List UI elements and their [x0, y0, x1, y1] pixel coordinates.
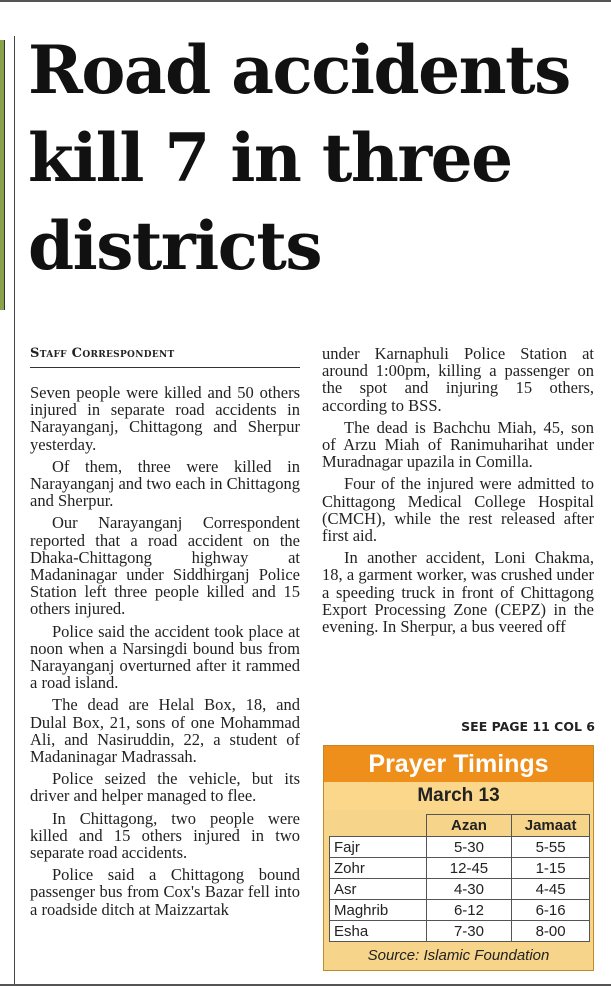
table-row — [330, 858, 590, 879]
table-row — [330, 900, 590, 921]
article-column-2 — [322, 345, 594, 640]
jamaat-time: 5-55 — [512, 837, 590, 858]
prayer-name: Zohr — [330, 858, 427, 879]
table-header-row — [330, 815, 590, 837]
jamaat-time: 1-15 — [512, 858, 590, 879]
prayer-timings-box — [323, 745, 594, 971]
azan-time: 5-30 — [426, 837, 512, 858]
paragraph: Police said the accident took place at noon when a Narsingdi bound bus from Narayanganj overturned after it rammed a road island. — [30, 621, 300, 693]
header-jamaat: Jamaat — [512, 815, 590, 837]
jamaat-time: 6-16 — [512, 900, 590, 921]
header-azan: Azan — [426, 815, 512, 837]
paragraph: The dead is Bachchu Miah, 45, son of Arzu Miah of Ranimuharihat under Muradnagar upazila in Comilla. — [322, 417, 594, 472]
table-row — [330, 921, 590, 942]
azan-time: 4-30 — [426, 879, 512, 900]
paragraph: Seven people were killed and 50 others injured in separate road accidents in Narayanganj, Chittagong and Sherpur yesterday. — [30, 383, 300, 454]
column-rule — [14, 36, 15, 984]
paragraph: Our Narayanganj Correspondent reported that a road accident on the Dhaka-Chittagong highway at Madaninagar under Siddhirganj Police Station left three people killed and 15 others injured. — [30, 513, 300, 619]
headline: Road accidents kill 7 in three districts — [28, 31, 570, 285]
paragraph: In Chittagong, two people were killed and 15 others injured in two separate road accidents. — [30, 808, 300, 863]
article-column-1 — [30, 384, 300, 923]
top-rule — [0, 0, 611, 2]
azan-time: 7-30 — [426, 921, 512, 942]
prayer-name: Maghrib — [330, 900, 427, 921]
prayer-name: Asr — [330, 879, 427, 900]
prayer-name: Fajr — [330, 837, 427, 858]
azan-time: 12-45 — [426, 858, 512, 879]
prayer-name: Esha — [330, 921, 427, 942]
paragraph: The dead are Helal Box, 18, and Dulal Box, 21, sons of one Mohammad Ali, and Nasiruddin, 22, a student of Madaninagar Madrassah. — [30, 695, 300, 767]
prayer-title: Prayer Timings — [324, 746, 593, 782]
paragraph: Four of the injured were admitted to Chittagong Medical College Hospital (CMCH), while the rest released after first aid. — [322, 474, 594, 546]
paragraph: In another accident, Loni Chakma, 18, a garment worker, was crushed under a speeding truck in front of Chittagong Export Processing Zone (CEPZ) in the evening. In Sherpur, a bus veered off — [322, 548, 594, 637]
paragraph: under Karnaphuli Police Station at around 1:00pm, killing a passenger on the spot and injuring 15 others, according to BSS. — [322, 344, 594, 415]
bottom-rule — [0, 984, 611, 986]
azan-time: 6-12 — [426, 900, 512, 921]
jamaat-time: 8-00 — [512, 921, 590, 942]
prayer-source: Source: Islamic Foundation — [367, 947, 550, 964]
prayer-date: March 13 — [324, 782, 593, 810]
byline-rule — [30, 367, 300, 368]
prayer-table — [329, 814, 590, 942]
continued-jump-line: SEE PAGE 11 COL 6 — [461, 719, 595, 734]
header-blank — [330, 815, 427, 837]
byline: Staff Correspondent — [30, 346, 175, 361]
table-row — [330, 837, 590, 858]
paragraph: Of them, three were killed in Narayanganj and two each in Chittagong and Sherpur. — [30, 456, 300, 511]
adjacent-photo-edge — [0, 40, 5, 310]
table-row — [330, 879, 590, 900]
jamaat-time: 4-45 — [512, 879, 590, 900]
paragraph: Police said a Chittagong bound passenger bus from Cox's Bazar fell into a roadside ditch at Maizzartak — [30, 865, 300, 919]
paragraph: Police seized the vehicle, but its driver and helper managed to flee. — [30, 769, 300, 806]
